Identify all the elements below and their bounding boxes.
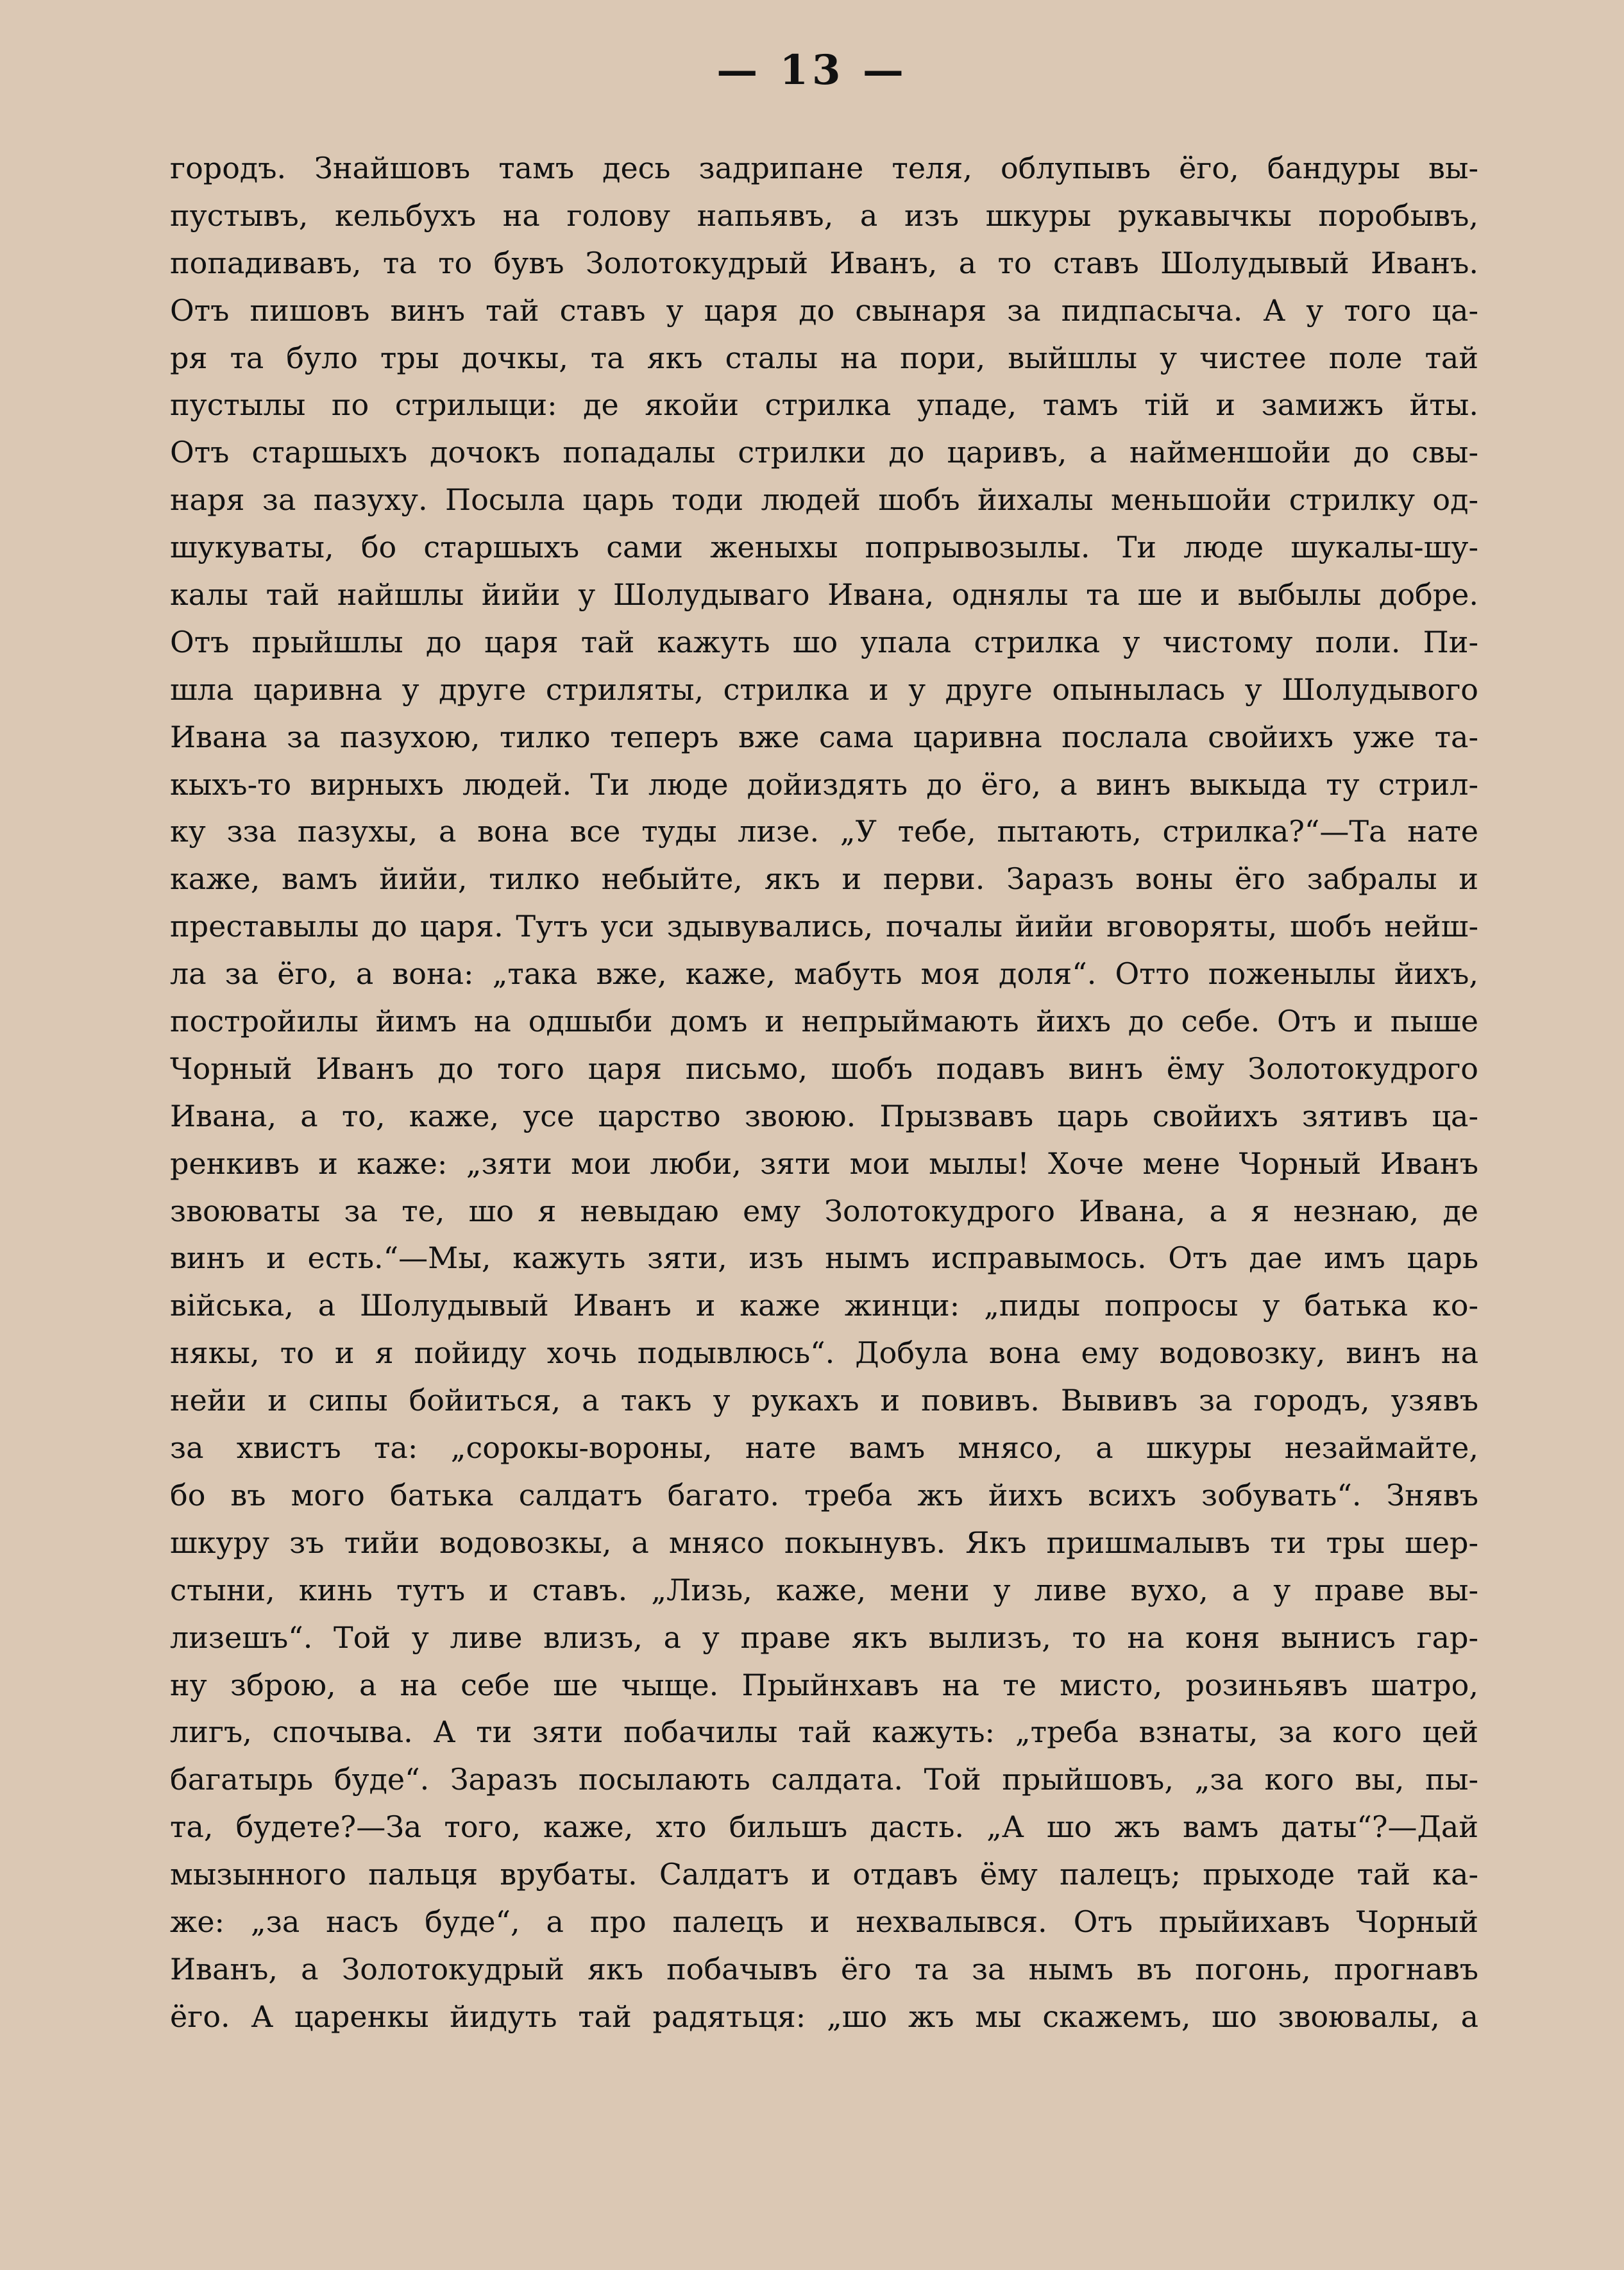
text-line: Ивана за пазухою, тилко теперъ вже сама царивна послала свойихъ уже та- xyxy=(170,719,1478,754)
text-line: шукуваты, бо старшыхъ сами женыхы попрывозылы. Ти люде шукалы-шу- xyxy=(170,530,1478,565)
text-line: шла царивна у друге стриляты, стрилка и у друге опынылась у Шолудывого xyxy=(170,672,1478,707)
text-line: наря за пазуху. Посыла царь тоди людей шобъ йихалы меньшойи стрилку од- xyxy=(170,482,1478,518)
body-text xyxy=(170,145,1478,2041)
text-line: ну зброю, а на себе ше чыще. Прыйнхавъ на те мисто, розиньявъ шатро, xyxy=(170,1667,1478,1702)
text-line: Отъ старшыхъ дочокъ попадалы стрилки до царивъ, а найменшойи до свы- xyxy=(170,435,1478,470)
text-line: лизешъ“. Той у ливе влизъ, а у праве якъ вылизъ, то на коня вынисъ гар- xyxy=(170,1620,1478,1655)
text-line: нейи и сипы бойиться, а такъ у рукахъ и повивъ. Вывивъ за городъ, узявъ xyxy=(170,1383,1478,1418)
text-line: мызынного пальця врубаты. Салдатъ и отдавъ ёму палецъ; прыходе тай ка- xyxy=(170,1857,1478,1892)
text-line: кыхъ-то вирныхъ людей. Ти люде дойиздять до ёго, а винъ выкыда ту стрил- xyxy=(170,767,1478,802)
text-line: Отъ пишовъ винъ тай ставъ у царя до свынаря за пидпасыча. А у того ца- xyxy=(170,292,1478,328)
page-number: — 13 — xyxy=(716,46,908,94)
text-line: постройилы йимъ на одшыби домъ и непрыймають йихъ до себе. Отъ и пыше xyxy=(170,1004,1478,1039)
text-line: Иванъ, а Золотокудрый якъ побачывъ ёго та за нымъ въ погонь, прогнавъ xyxy=(170,1951,1478,1986)
text-line: війська, а Шолудывый Иванъ и каже жинци: „пиды попросы у батька ко- xyxy=(170,1288,1478,1323)
text-line: Отъ прыйшлы до царя тай кажуть шо упала стрилка у чистому поли. Пи- xyxy=(170,624,1478,659)
text-line: Ивана, а то, каже, усе царство звоюю. Прызвавъ царь свойихъ зятивъ ца- xyxy=(170,1098,1478,1133)
text-line: стыни, кинь тутъ и ставъ. „Лизь, каже, мени у ливе вухо, а у праве вы- xyxy=(170,1572,1478,1607)
text-line: лигъ, спочыва. А ти зяти побачилы тай кажуть: „треба взнаты, за кого цей xyxy=(170,1715,1478,1750)
text-line: ла за ёго, а вона: „така вже, каже, мабуть моя доля“. Отто поженылы йихъ, xyxy=(170,956,1478,992)
text-line: каже, вамъ йийи, тилко небыйте, якъ и перви. Заразъ воны ёго забралы и xyxy=(170,861,1478,897)
text-line: ря та було тры дочкы, та якъ сталы на пори, выйшлы у чистее поле тай xyxy=(170,340,1478,375)
text-line: та, будете?—За того, каже, хто бильшъ дасть. „А шо жъ вамъ даты“?—Дай xyxy=(170,1809,1478,1845)
text-line: шкуру зъ тийи водовозкы, а мнясо покынувъ. Якъ пришмалывъ ти тры шер- xyxy=(170,1525,1478,1560)
text-line: попадивавъ, та то бувъ Золотокудрый Иванъ, а то ставъ Шолудывый Иванъ. xyxy=(170,245,1478,280)
text-line: за хвистъ та: „сорокы-вороны, нате вамъ мнясо, а шкуры незаймайте, xyxy=(170,1430,1478,1466)
text-line: калы тай найшлы йийи у Шолудываго Ивана, однялы та ше и выбылы добре. xyxy=(170,577,1478,613)
text-line: Чорный Иванъ до того царя письмо, шобъ подавъ винъ ёму Золотокудрого xyxy=(170,1051,1478,1086)
text-line: багатырь буде“. Заразъ посылають салдата. Той прыйшовъ, „за кого вы, пы- xyxy=(170,1762,1478,1797)
text-line: же: „за насъ буде“, а про палецъ и нехвалывся. Отъ прыйихавъ Чорный xyxy=(170,1904,1478,1939)
text-line: някы, то и я пойиду хочь подывлюсь“. Добула вона ему водовозку, винъ на xyxy=(170,1335,1478,1371)
text-line: ёго. А царенкы йидуть тай радятьця: „шо жъ мы скажемъ, шо звоювалы, а xyxy=(170,1999,1478,2034)
text-line: ренкивъ и каже: „зяти мои люби, зяти мои мылы! Хоче мене Чорный Иванъ xyxy=(170,1146,1478,1181)
text-line: ку зза пазухы, а вона все туды лизе. „У тебе, пытають, стрилка?“—Та нате xyxy=(170,814,1478,849)
text-line: винъ и есть.“—Мы, кажуть зяти, изъ нымъ исправымось. Отъ дае имъ царь xyxy=(170,1241,1478,1276)
text-line: пустывъ, кельбухъ на голову напьявъ, а изъ шкуры рукавычкы поробывъ, xyxy=(170,198,1478,233)
text-line: пустылы по стрилыци: де якойи стрилка упаде, тамъ тій и замижъ йты. xyxy=(170,387,1478,423)
text-line: звоюваты за те, шо я невыдаю ему Золотокудрого Ивана, а я незнаю, де xyxy=(170,1193,1478,1228)
text-line: городъ. Знайшовъ тамъ десь задрипане теля, облупывъ ёго, бандуры вы- xyxy=(170,151,1478,185)
text-line: бо въ мого батька салдатъ багато. треба жъ йихъ всихъ зобувать“. Знявъ xyxy=(170,1477,1478,1512)
text-line: преставылы до царя. Тутъ уси здывувались, почалы йийи вговоряты, шобъ нейш- xyxy=(170,909,1478,944)
